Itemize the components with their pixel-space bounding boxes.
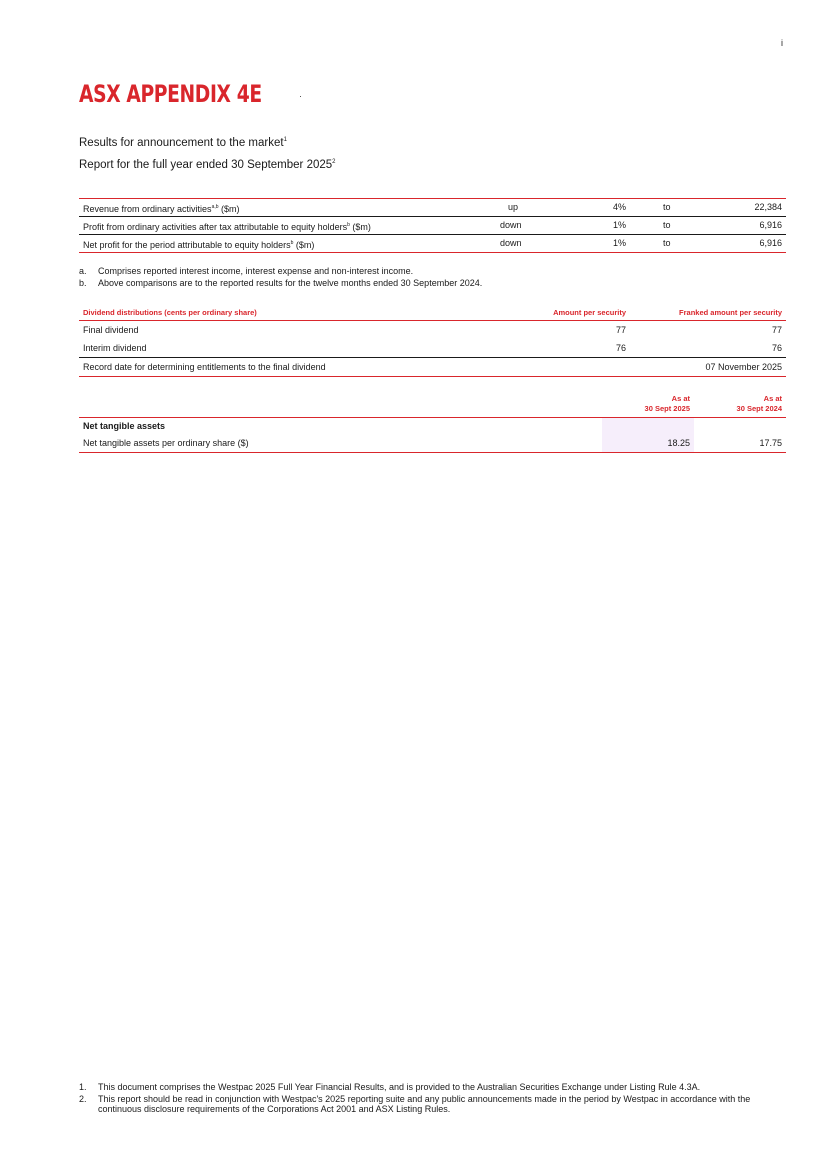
result-direction: down [500,220,522,230]
record-date-value: 07 November 2025 [705,362,782,372]
result-direction: down [500,238,522,248]
result-percent: 1% [612,220,626,230]
subtitle-results-text: Results for announcement to the market [79,137,284,149]
table-row [79,435,786,453]
nta-value-2024: 17.75 [759,438,782,448]
page-title: ASX APPENDIX 4E [79,80,262,108]
table-row [79,234,786,253]
dividend-header-amount: Amount per security [553,308,626,317]
footnotes [79,1082,786,1116]
result-value: 6,916 [759,238,782,248]
nta-col-2024-header: As at 30 Sept 2024 [736,394,782,413]
record-date-row [79,357,786,377]
result-label: Profit from ordinary activities after tax attributable to equity holders$^b$ ($m) [83,222,371,232]
result-percent: 4% [612,202,626,212]
footnote-2: 2. This report should be read in conjunction with Westpac's 2025 reporting suite and any public announcements made in the period by Westpac in accordance with the continuous disclosure requirements of the Corporations Act 2001 and ASX Listing Rules. [79,1093,751,1114]
dividend-franked: 76 [771,343,782,353]
table-row [79,198,786,216]
subtitle-report [79,159,336,171]
results-table [79,198,786,253]
page-number: i [781,38,783,48]
subtitle-results [79,137,287,149]
subtitle-report-footnote-ref: 2 [332,159,336,165]
record-date-label: Record date for determining entitlements to the final dividend [83,362,326,372]
nta-value-2025: 18.25 [667,438,690,448]
result-value: 22,384 [754,202,782,212]
result-to: to [663,220,671,230]
result-value: 6,916 [759,220,782,230]
table-notes [79,266,482,289]
note-b: b. Above comparisons are to the reported results for the twelve months ended 30 September 2024. [79,277,483,288]
dividend-header-franked: Franked amount per security [679,308,782,317]
result-percent: 1% [612,238,626,248]
dividend-header [79,305,786,321]
note-a: a. Comprises reported interest income, interest expense and non-interest income. [79,266,414,276]
decorative-dot [300,96,301,97]
result-to: to [663,238,671,248]
result-label: Revenue from ordinary activities$^{a,b}$ ($m) [83,204,240,214]
nta-section-label: Net tangible assets [83,421,166,431]
nta-row-label: Net tangible assets per ordinary share ($) [83,438,249,448]
dividend-amount: 76 [615,343,626,353]
nta-table [79,393,786,453]
nta-section-row [79,417,786,435]
dividend-amount: 77 [615,325,626,335]
dividend-header-label: Dividend distributions (cents per ordinary share) [83,308,257,317]
dividend-franked: 77 [771,325,782,335]
nta-header [79,393,786,417]
subtitle-report-text: Report for the full year ended 30 September 2025 [79,159,333,171]
nta-col-2025-header: As at 30 Sept 2025 [644,394,690,413]
table-row [79,339,786,357]
subtitle-results-footnote-ref: 1 [283,137,287,143]
dividend-label: Final dividend [83,325,139,335]
result-direction: up [508,202,519,212]
result-to: to [663,202,671,212]
table-row [79,321,786,339]
dividend-table [79,305,786,377]
footnote-1: 1. This document comprises the Westpac 2025 Full Year Financial Results, and is provided to the Australian Securities Exchange under Listing Rule 4.3A. [79,1082,701,1092]
dividend-label: Interim dividend [83,343,147,353]
table-row [79,216,786,234]
result-label: Net profit for the period attributable to equity holders$^b$ ($m) [83,240,315,250]
